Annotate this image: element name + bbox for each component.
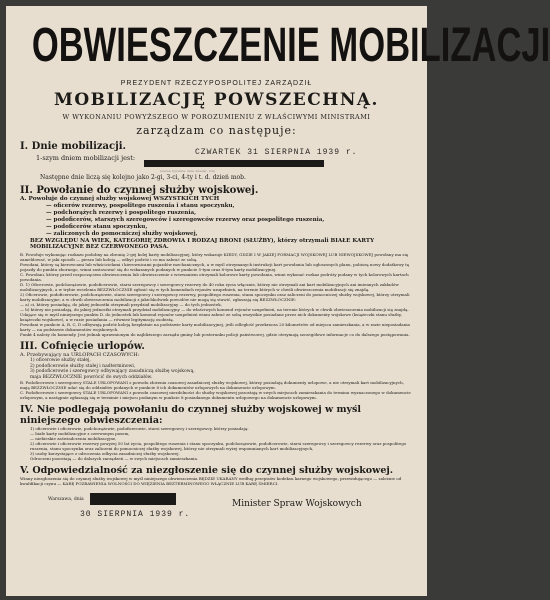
list-item: 3) podoficerowie i szeregowcy odbywający zasadniczą służbę wojskową, (30, 369, 195, 375)
section2-a-intro: A. Powołuje do czynnej służby wojskowej WSZYSTKICH TYCH (20, 196, 220, 203)
paragraph: C. Podoficerowie i szeregowcy STALE URLOPOWANI z powodu czasowej niezdolności do służby wojskowej pozostają w swych miejscach zamieszkania do terminu wyznaczonego w dokumencie urlopowym, a następnie zgłaszają się w terminie i miejscu podanym w punkcie 8 posiadanego dokumentu urlopowego na dokumencie urlopowym. (20, 390, 411, 401)
redaction-bar (144, 160, 324, 167)
paragraph: D. 1) Oficerowie, podchorążowie, podoficerowie, starsi szeregowcy i szeregowcy rezerwy do 40 roku życia włącznie, którzy nie otrzymali ani kart mobilizacyjnych ani imiennych zakładów mobilizacyjnych, a w trybie wcielenia BEZZWŁOCZNIE zgłosić się w tych komendach rejonów uzupełnień, na terenie których w chwili obwieszczenia mobilizacji się znajdą. (20, 282, 399, 292)
list-item: 2) oficerowie i oficerowie rezerwy powyżej 50 lat życia, pospolitego ruszenia i stanu spoczynku, podchorążowie, podoficerowie, starsi szeregowcy i szeregowcy rezerwy oraz pospolitego ruszenia, stanu spoczynku oraz zaliczeni do pomocniczej służby wojskowej, którzy nie otrzymali wyżej wspomnianych kart mobilizacyjnych, (30, 441, 407, 452)
list-item: — niebieskie zaświadczenia mobilizacyjne, (30, 436, 117, 442)
section2-paragraphs (20, 252, 413, 337)
president-line: PREZYDENT RZECZYPOSPOLITEJ ZARZĄDZIŁ (120, 80, 313, 87)
section5-heading: V. Odpowiedzialność za niezgłoszenie się do czynnej służby wojskowej. (20, 465, 394, 477)
next-days-line: Następne dnie liczą się kolejno jako 2-gi, 3-ci, 4-ty i t. d. dzień mob. (40, 174, 246, 181)
list-item: — białe karty mobilizacyjne z czerwonym pasem, (30, 431, 130, 437)
paragraph: B. Podoficerowie i szeregowcy STALE URLOPOWANI z powodu złożenia czasowej zasadniczej służby wojskowej, którzy posiadają dokumenty urlopowe, a nie otrzymali kart mobilizacyjnych, mają BEZZWŁOCZNIE udać się do oddziałów podanych w punkcie 8 ich dokumentów urlopowych na dokumencie urlopowym. (20, 380, 404, 391)
list-item: 2) podoficerowie służby stałej i nadterminowi, (30, 363, 136, 369)
paragraph: Punkt 4 należy do komendy. Jest jednak uprawnionym do najbliższego zarządu gminy lub posterunku policji państwowej, gdzie otrzymają szczegółowe informacje co do dalszego postępowania. (20, 332, 410, 337)
list-item: 1) oficerowie służby stałej, (30, 358, 91, 364)
date-stamp: CZWARTEK 31 SIERPNIA 1939 r. (195, 148, 358, 157)
first-day-label: 1-szym dniem mobilizacji jest: (36, 154, 136, 162)
paragraph: Powołani, którzy są kierowcami lub właścicielami i kierownicami pojazdów mechanicznych, a w myśl otrzymanych instrukcji kart powołania lub ogłoszonych planu, pobiorą nowy dodatkowy tę pojazdy do punktu zbornego, winni zastosować się do wskazanych podanych w punkcie 5-tym oraz 8-tym karty mobilizacyjnej. (20, 262, 410, 272)
section3-heading: III. Cofnięcie urlopów. (20, 341, 145, 352)
order-line: zarządzam co następuje: (136, 124, 297, 137)
list-item: 1) oficerowie i oficerowie, podchorążowie, podoficerowie, starsi szeregowcy i szeregowcy, którzy posiadają: (30, 426, 249, 432)
section2-items (20, 203, 413, 238)
section1-heading: I. Dnie mobilizacji. (20, 141, 127, 152)
date-hint-label: (nazwa tygodnia, data, miesiąc, rok) (160, 169, 216, 173)
list-item: — podoficerów stanu spoczynku, (46, 223, 148, 230)
paragraph: Udające się w myśl niniejszego punktu D. do jednostek lub komend rejonów uzupełnień winni zabrać ze sobą wszystkie posiadane przez nich dokumenty wojskowe (książeczki stanu służby, książeczki wojskowe), a w razie posiadania — również legitymację osobistą. (20, 312, 402, 322)
section4-heading: IV. Nie podlegają powołaniu do czynnej służby wojskowej w myśl niniejszego obwieszczenia: (20, 404, 361, 427)
redaction-bar-footer (90, 493, 176, 505)
place-label: Warszawa, dnia (48, 497, 84, 503)
paragraph: B. Powołuje wykonując rozkazu podobny na zbronię 2-gej kolej karty mobilizacyjnej, który wskazuje KIEDY, GDZIE I W JAKIEJ FORMACJI WOJSKOWEJ LUB NIEWOJSKOWEJ powołany ma się zameldować, w jaki sposób — pieszo lub koleją — odbyć podróż i co ma zabrać ze sobą. (20, 252, 409, 262)
paragraph: C. Powołani, którzy przed rozpoczęciem obwieszczenia lub obwieszczenie z wezwaniem otrzymali kolorowe karty powołania, winni wykonać rozkaz podróży podany w tych kolorowych kartach powołania. (20, 272, 409, 282)
execution-line: W WYKONANIU POWYŻSZEGO W POROZUMIENIU Z WŁAŚCIWYMI MINISTRAMI (62, 113, 371, 121)
signature: Minister Spraw Wojskowych (232, 499, 362, 510)
section2-heading: II. Powołanie do czynnej służby wojskowej. (20, 185, 259, 197)
poster-title: OBWIESZCZENIE MOBILIZACJI (31, 19, 550, 72)
mobilization-poster (6, 6, 550, 596)
list-item: — zaliczonych do pomocniczej służby wojskowej, (46, 230, 198, 237)
paragraph: — a) ci, którzy posiadają, do jakiej jednostki otrzymali przydział mobilizacyjny — do tych jednostek, (20, 302, 222, 307)
footer (20, 490, 413, 530)
section4-items (20, 426, 413, 461)
first-day-row (20, 148, 413, 174)
section3-paragraphs (20, 380, 413, 400)
list-item: 3) osoby korzystające z odroczenia odbycia zasadniczej służby wojskowej. (30, 451, 180, 457)
section5-text: Winny niezgłoszenia się do czynnej służby wojskowej w myśl niniejszego obwieszczenia BĘDZIE UKARANY według przepisów kodeksu karnego wojskowego, przewidującego — zależnie od kwalifikacji czynu — KARĘ POZBAWIENIA WOLNOŚCI DO WIĘZIENIA BEZTERMINOWEGO WŁĄCZNIE LUB KARĘ ŚMIERCI. (20, 476, 402, 487)
list-item: Odroczeni pozostają — do dalszych zarządzeń — w swych miejscach zamieszkania. (30, 456, 199, 462)
paragraph: — b) którzy nie posiadają, do jakiej jednostki otrzymali przydział mobilizacyjny — do właściwych komend rejonów uzupełnień, na terenie których w chwili obwieszczenia mobilizacji się znajdą. (20, 307, 409, 312)
paragraph: Powołani w punkcie A, B, C, D odbywają podróż koleją bezpłatnie na podstawie karty mobilizacyjnej, jeśli odległość przekracza 20 kilometrów od miejsca zamieszkania, a w razie nieposiadania karty — na podstawie dokumentów wojskowych. (20, 322, 410, 332)
footer-date-stamp: 30 SIERPNIA 1939 r. (80, 510, 191, 520)
list-item: — oficerów rezerwy, pospolitego ruszenia i stanu spoczynku, (46, 202, 235, 209)
paragraph: 2) Oficerowie, podoficerowie, podchorążowie, starsi szeregowcy i szeregowcy rezerwy, pospolitego ruszenia, stanu spoczynku oraz zaliczeni do pomocniczej służby wojskowej, którzy otrzymali karty mobilizacyjne, a w chwili obwieszczenia mobilizacji z jakichkolwiek powodów nie mogą się stawić, zgłaszają się BEZZWŁOCZNIE: (20, 292, 410, 302)
section2-bold-line: BEZ WZGLĘDU NA WIEK, KATEGORIĘ ZDROWIA I RODZAJ BRONI (SŁUŻBY), którzy otrzymali BIAŁE KARTY MOBILIZACYJNE BEZ CZERWONEGO PASA. (30, 237, 375, 251)
list-item: — podoficerów, starszych szeregowców i szeregowców rezerwy oraz pospolitego ruszenia, (46, 216, 325, 223)
list-item: — podchorążych rezerwy i pospolitego ruszenia, (46, 209, 197, 216)
mobilization-heading: MOBILIZACJĘ POWSZECHNĄ. (54, 90, 379, 110)
list-item: maja BEZZWŁOCZNIE powrócić do swych oddziałów. (30, 374, 153, 380)
section3-items (20, 358, 413, 380)
section3-intro: A. Przebywający na URLOPACH CZASOWYCH: (20, 352, 140, 358)
